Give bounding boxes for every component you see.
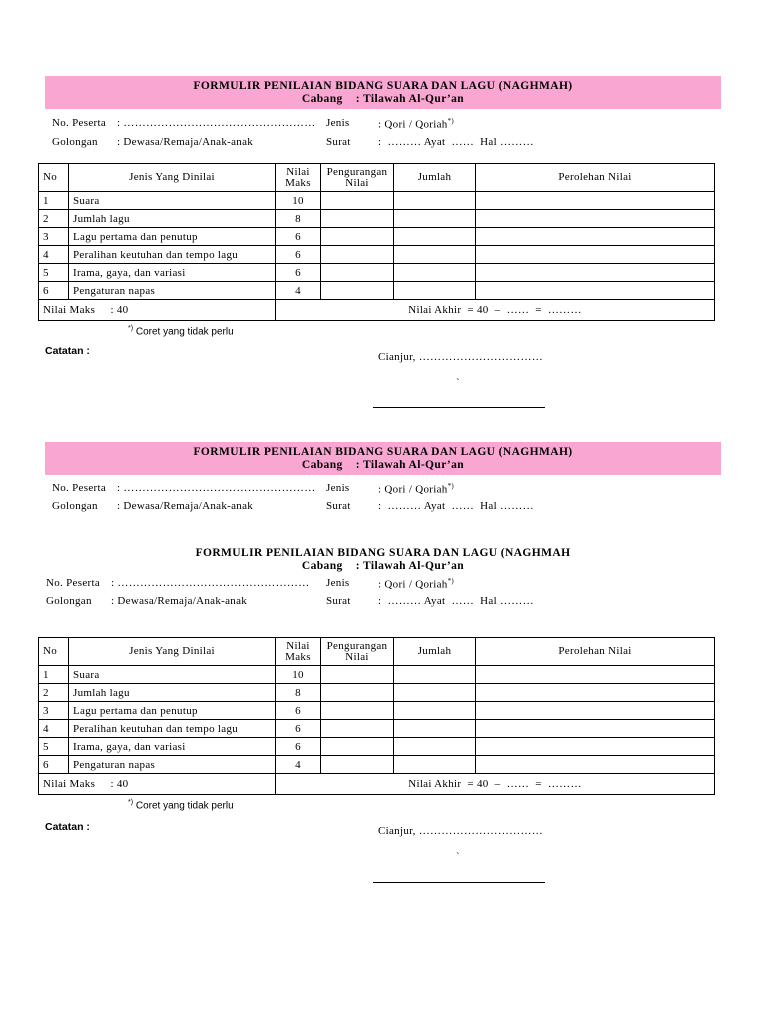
result-cell[interactable] xyxy=(476,210,715,228)
header-criteria: Jenis Yang Dinilai xyxy=(69,638,276,666)
strike-sup: *) xyxy=(128,325,134,332)
table-row xyxy=(39,264,715,282)
header-max xyxy=(276,164,321,192)
table-row xyxy=(39,228,715,246)
result-cell[interactable] xyxy=(476,756,715,774)
header-no: No xyxy=(39,164,69,192)
header-no: No xyxy=(39,638,69,666)
table-row xyxy=(39,684,715,702)
header-max-line2: Maks xyxy=(285,176,311,189)
result-cell[interactable] xyxy=(476,738,715,756)
strike-sup: *) xyxy=(128,799,134,806)
row-max: 6 xyxy=(276,246,321,264)
no-peserta-field-3[interactable]: : …………………………………………… xyxy=(111,577,310,589)
golongan-label-1: Golongan xyxy=(52,136,98,148)
table-header-row xyxy=(39,164,715,192)
total-cell[interactable] xyxy=(394,666,476,684)
form-title-2: FORMULIR PENILAIAN BIDANG SUARA DAN LAGU (NAGHMAH) xyxy=(193,446,573,458)
reduction-cell[interactable] xyxy=(321,210,394,228)
row-criteria: Irama, gaya, dan variasi xyxy=(69,738,276,756)
total-cell[interactable] xyxy=(394,684,476,702)
header-total: Jumlah xyxy=(394,164,476,192)
header-reduction-line1: Pengurangan xyxy=(326,639,388,652)
row-max: 6 xyxy=(276,264,321,282)
jenis-value: : Qori / Qoriah xyxy=(378,118,448,131)
row-no: 6 xyxy=(39,756,69,774)
reduction-cell[interactable] xyxy=(321,702,394,720)
row-criteria: Lagu pertama dan penutup xyxy=(69,228,276,246)
reduction-cell[interactable] xyxy=(321,738,394,756)
place-date-field-2[interactable]: Cianjur, …………………………… xyxy=(378,825,544,837)
row-no: 6 xyxy=(39,282,69,300)
header-criteria: Jenis Yang Dinilai xyxy=(69,164,276,192)
jenis-label-2: Jenis xyxy=(326,482,350,494)
table-row xyxy=(39,720,715,738)
row-no: 2 xyxy=(39,210,69,228)
row-criteria: Peralihan keutuhan dan tempo lagu xyxy=(69,246,276,264)
row-criteria: Suara xyxy=(69,192,276,210)
row-max: 6 xyxy=(276,702,321,720)
footer-final-score[interactable]: Nilai Akhir = 40 – …… = ……… xyxy=(276,774,715,795)
reduction-cell[interactable] xyxy=(321,282,394,300)
jenis-sup: *) xyxy=(447,577,455,585)
header-result: Perolehan Nilai xyxy=(476,164,715,192)
header-reduction-line2: Nilai xyxy=(345,650,369,663)
surat-label-2: Surat xyxy=(326,500,351,512)
total-cell[interactable] xyxy=(394,756,476,774)
header-max xyxy=(276,638,321,666)
result-cell[interactable] xyxy=(476,246,715,264)
table-row xyxy=(39,282,715,300)
row-criteria: Suara xyxy=(69,666,276,684)
golongan-field-1[interactable]: : Dewasa/Remaja/Anak-anak xyxy=(117,136,254,148)
row-criteria: Irama, gaya, dan variasi xyxy=(69,264,276,282)
header-reduction-line2: Nilai xyxy=(345,176,369,189)
row-no: 5 xyxy=(39,264,69,282)
catatan-label-2: Catatan : xyxy=(45,821,90,833)
score-table-1 xyxy=(38,163,715,321)
golongan-label-2: Golongan xyxy=(52,500,98,512)
jenis-label-3: Jenis xyxy=(326,577,350,589)
jenis-label-1: Jenis xyxy=(326,117,350,129)
jenis-field-1[interactable] xyxy=(378,117,454,131)
surat-label-3: Surat xyxy=(326,595,351,607)
total-cell[interactable] xyxy=(394,228,476,246)
row-no: 1 xyxy=(39,666,69,684)
row-criteria: Jumlah lagu xyxy=(69,684,276,702)
footer-max: Nilai Maks : 40 xyxy=(39,774,276,795)
row-max: 6 xyxy=(276,228,321,246)
strike-note-2 xyxy=(128,799,234,811)
table-footer-row xyxy=(39,774,715,795)
no-peserta-label-3: No. Peserta xyxy=(46,577,101,589)
jenis-value: : Qori / Qoriah xyxy=(378,483,448,496)
reduction-cell[interactable] xyxy=(321,666,394,684)
golongan-field-3[interactable]: : Dewasa/Remaja/Anak-anak xyxy=(111,595,248,607)
no-peserta-label-1: No. Peserta xyxy=(52,117,107,129)
total-cell[interactable] xyxy=(394,702,476,720)
row-no: 4 xyxy=(39,246,69,264)
row-max: 6 xyxy=(276,720,321,738)
row-max: 8 xyxy=(276,210,321,228)
result-cell[interactable] xyxy=(476,720,715,738)
row-max: 8 xyxy=(276,684,321,702)
row-criteria: Lagu pertama dan penutup xyxy=(69,702,276,720)
header-max-line2: Maks xyxy=(285,650,311,663)
header-result: Perolehan Nilai xyxy=(476,638,715,666)
table-row xyxy=(39,192,715,210)
total-cell[interactable] xyxy=(394,246,476,264)
header-reduction-line1: Pengurangan xyxy=(326,165,388,178)
result-cell[interactable] xyxy=(476,684,715,702)
score-table-2 xyxy=(38,637,715,795)
footer-max: Nilai Maks : 40 xyxy=(39,300,276,321)
surat-field-3[interactable]: : ……… Ayat …… Hal ……… xyxy=(378,595,534,607)
jenis-sup: *) xyxy=(447,117,455,125)
form-title-3: FORMULIR PENILAIAN BIDANG SUARA DAN LAGU (NAGHMAH xyxy=(195,547,571,559)
jenis-sup: *) xyxy=(447,482,455,490)
result-cell[interactable] xyxy=(476,192,715,210)
reduction-cell[interactable] xyxy=(321,246,394,264)
no-peserta-field-2[interactable]: : …………………………………………… xyxy=(117,482,316,494)
reduction-cell[interactable] xyxy=(321,228,394,246)
reduction-cell[interactable] xyxy=(321,720,394,738)
row-criteria: Pengaturan napas xyxy=(69,756,276,774)
total-cell[interactable] xyxy=(394,720,476,738)
row-no: 2 xyxy=(39,684,69,702)
table-row xyxy=(39,738,715,756)
header-total: Jumlah xyxy=(394,638,476,666)
header-reduction xyxy=(321,164,394,192)
row-criteria: Peralihan keutuhan dan tempo lagu xyxy=(69,720,276,738)
row-max: 6 xyxy=(276,738,321,756)
table-row xyxy=(39,246,715,264)
jenis-field-2[interactable] xyxy=(378,482,454,496)
row-max: 4 xyxy=(276,756,321,774)
total-cell[interactable] xyxy=(394,282,476,300)
reduction-cell[interactable] xyxy=(321,192,394,210)
table-header-row xyxy=(39,638,715,666)
form-subtitle-2: Cabang : Tilawah Al-Qur’an xyxy=(301,459,465,471)
row-criteria: Jumlah lagu xyxy=(69,210,276,228)
header-max-line1: Nilai xyxy=(286,639,310,652)
table-row xyxy=(39,702,715,720)
strike-note-1 xyxy=(128,325,234,337)
footer-final-score[interactable]: Nilai Akhir = 40 – …… = ……… xyxy=(276,300,715,321)
form-subtitle-1: Cabang : Tilawah Al-Qur’an xyxy=(301,93,465,105)
form-title-1: FORMULIR PENILAIAN BIDANG SUARA DAN LAGU (NAGHMAH) xyxy=(193,80,573,92)
place-date-field-1[interactable]: Cianjur, …………………………… xyxy=(378,351,544,363)
signature-line-1[interactable] xyxy=(373,407,545,408)
header-max-line1: Nilai xyxy=(286,165,310,178)
reduction-cell[interactable] xyxy=(321,756,394,774)
total-cell[interactable] xyxy=(394,264,476,282)
row-no: 4 xyxy=(39,720,69,738)
jenis-field-3[interactable] xyxy=(378,577,454,591)
row-criteria: Pengaturan napas xyxy=(69,282,276,300)
row-no: 3 xyxy=(39,702,69,720)
row-no: 1 xyxy=(39,192,69,210)
row-max: 4 xyxy=(276,282,321,300)
strike-text: Coret yang tidak perlu xyxy=(133,326,234,338)
result-cell[interactable] xyxy=(476,282,715,300)
tick-mark-1: ` xyxy=(456,377,460,389)
header-reduction xyxy=(321,638,394,666)
surat-field-1[interactable]: : ……… Ayat …… Hal ……… xyxy=(378,136,534,148)
reduction-cell[interactable] xyxy=(321,264,394,282)
surat-field-2[interactable]: : ……… Ayat …… Hal ……… xyxy=(378,500,534,512)
result-cell[interactable] xyxy=(476,702,715,720)
total-cell[interactable] xyxy=(394,192,476,210)
row-max: 10 xyxy=(276,192,321,210)
row-no: 3 xyxy=(39,228,69,246)
result-cell[interactable] xyxy=(476,666,715,684)
total-cell[interactable] xyxy=(394,210,476,228)
row-no: 5 xyxy=(39,738,69,756)
table-row xyxy=(39,756,715,774)
jenis-value: : Qori / Qoriah xyxy=(378,578,448,591)
surat-label-1: Surat xyxy=(326,136,351,148)
form-subtitle-3: Cabang : Tilawah Al-Qur’an xyxy=(301,560,465,572)
tick-mark-2: ` xyxy=(456,851,460,863)
table-row xyxy=(39,210,715,228)
result-cell[interactable] xyxy=(476,264,715,282)
golongan-field-2[interactable]: : Dewasa/Remaja/Anak-anak xyxy=(117,500,254,512)
strike-text: Coret yang tidak perlu xyxy=(133,800,234,812)
reduction-cell[interactable] xyxy=(321,684,394,702)
golongan-label-3: Golongan xyxy=(46,595,92,607)
table-row xyxy=(39,666,715,684)
total-cell[interactable] xyxy=(394,738,476,756)
no-peserta-label-2: No. Peserta xyxy=(52,482,107,494)
row-max: 10 xyxy=(276,666,321,684)
catatan-label-1: Catatan : xyxy=(45,345,90,357)
signature-line-2[interactable] xyxy=(373,882,545,883)
no-peserta-field-1[interactable]: : …………………………………………… xyxy=(117,117,316,129)
result-cell[interactable] xyxy=(476,228,715,246)
table-footer-row xyxy=(39,300,715,321)
